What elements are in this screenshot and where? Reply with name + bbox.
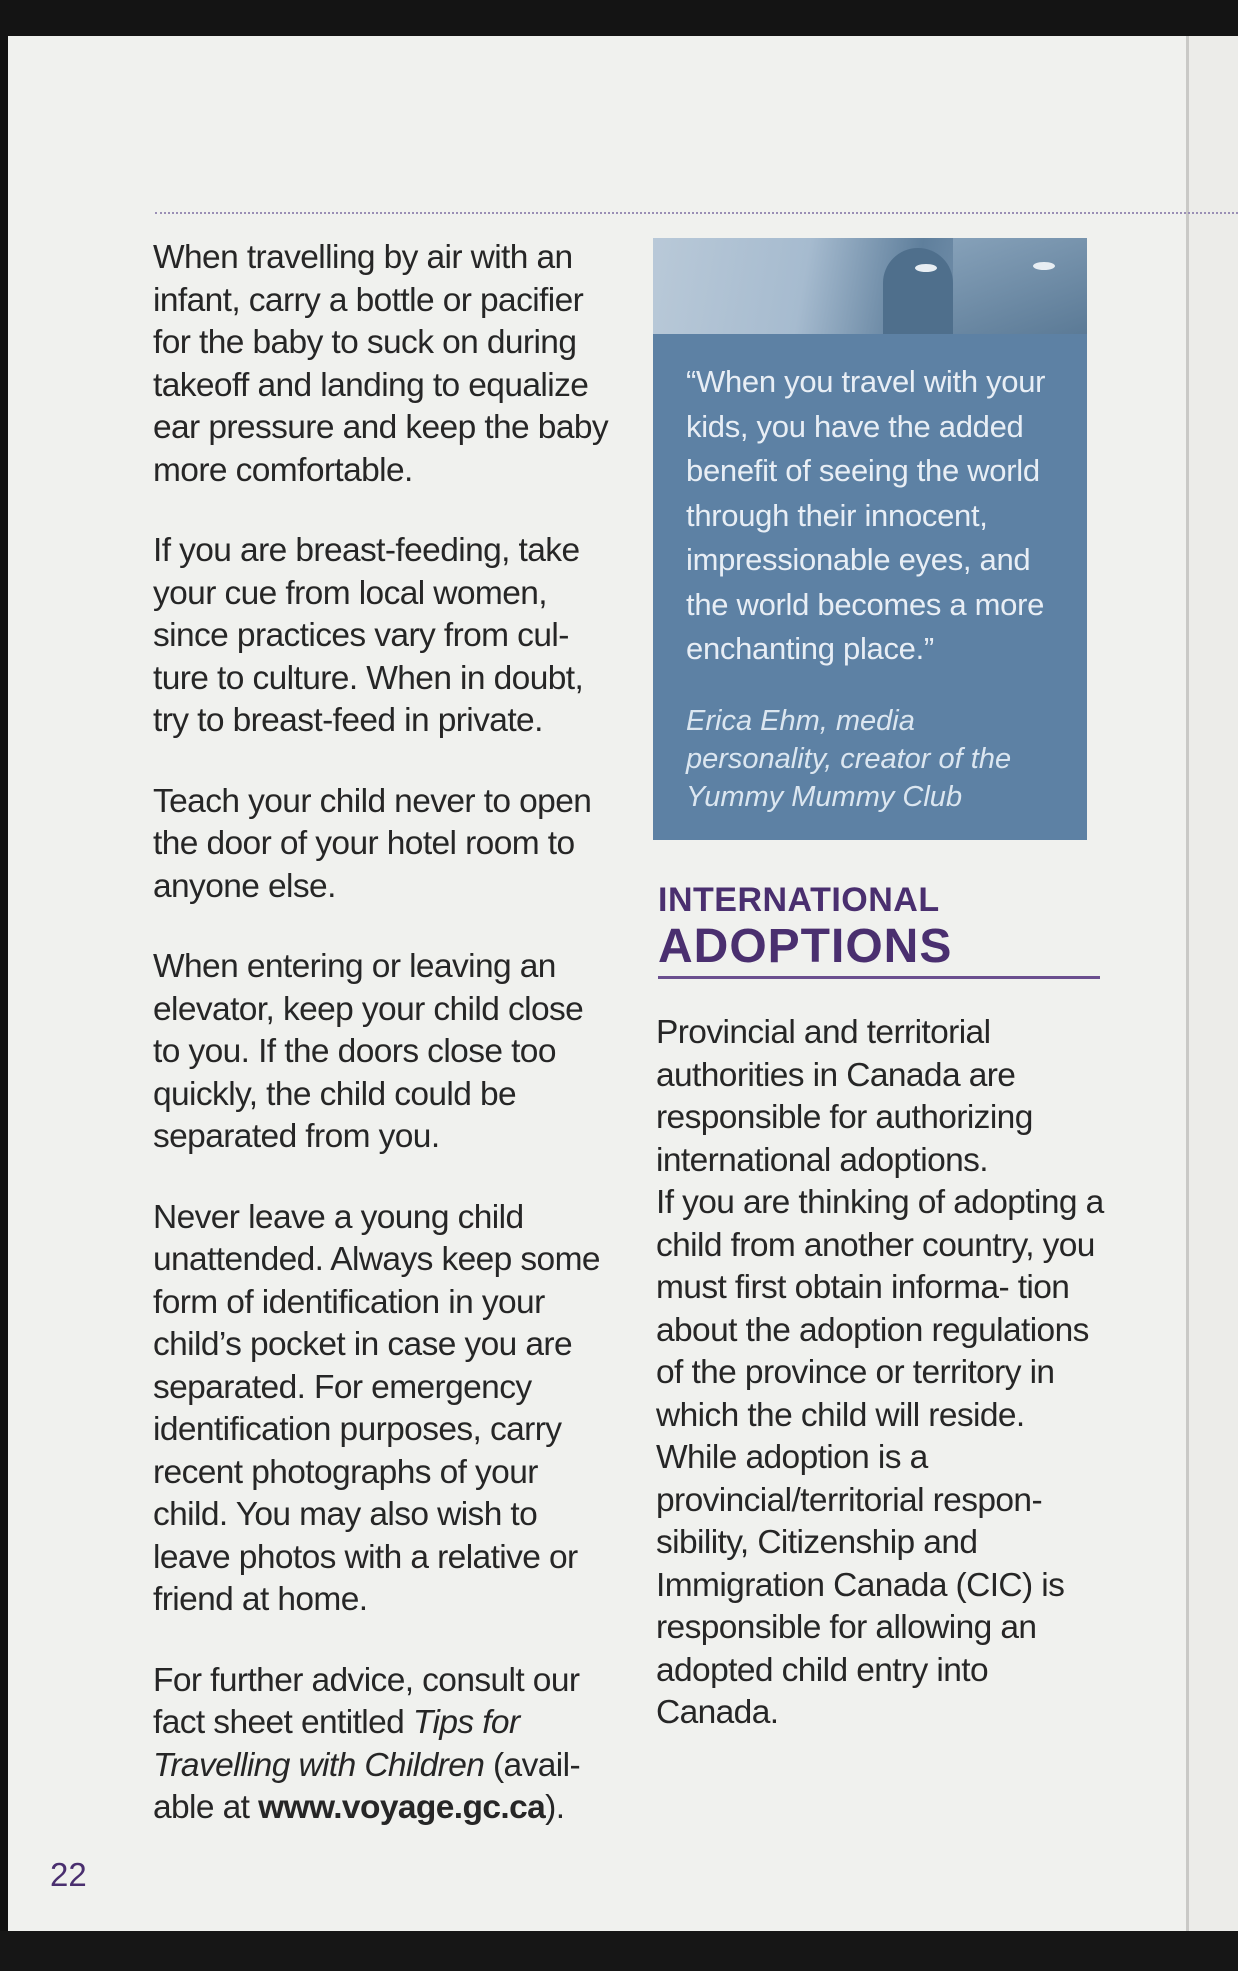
photo-face-left bbox=[883, 248, 953, 334]
paragraph-air-travel: When travelling by air with an infant, carry a bottle or pacifier for the baby to suck on during takeoff and landing to equalize ear pressure and keep the baby more comfortable. bbox=[153, 239, 609, 489]
section-rule bbox=[658, 976, 1100, 979]
page-right-edge bbox=[1186, 36, 1238, 1931]
paragraph-identification: Never leave a young child unattended. Always keep some form of identification in your child’s pocket in case you are separated. For emergency identification purposes, carry recent photographs of your child. You may also wish to leave photos with a relative or friend at home. bbox=[153, 1198, 600, 1618]
scan-top-edge bbox=[0, 0, 1238, 40]
website-link[interactable]: www.voyage.gc.ca bbox=[258, 1789, 546, 1826]
advice-text-mid: (avail- able at bbox=[153, 1746, 581, 1826]
advice-text-end: ). bbox=[545, 1789, 565, 1826]
paragraph-adoption-process: If you are thinking of adopting a child from another country, you must first obtain informa- tion about the adoption regulations of the province or territory in which the child will reside. While adoption is a provincial/territorial respon- sibility, Citizenship and Immigration Canada (CIC) is responsible for allowing an adopted child entry into Canada. bbox=[656, 1184, 1104, 1731]
paragraph-elevator: When entering or leaving an elevator, keep your child close to you. If the doors close too quickly, the child could be separated from you. bbox=[153, 948, 584, 1155]
right-column bbox=[656, 1012, 1106, 1735]
paragraph-further-advice bbox=[153, 1660, 613, 1830]
fact-sheet-title: Tips for Travelling with Children bbox=[153, 1704, 520, 1784]
section-title bbox=[658, 880, 1098, 974]
quote-box bbox=[653, 334, 1087, 840]
children-photo bbox=[653, 238, 1087, 334]
left-column bbox=[153, 237, 613, 1868]
photo-eye-icon bbox=[1033, 262, 1055, 270]
photo-eye-icon bbox=[915, 264, 937, 272]
page-number: 22 bbox=[50, 1856, 87, 1893]
quote-attribution: Erica Ehm, media personality, creator of the Yummy Mummy Club bbox=[686, 704, 1012, 813]
scan-bottom-edge bbox=[0, 1931, 1238, 1971]
top-dotted-rule bbox=[155, 212, 1238, 214]
paragraph-authorities: Provincial and territorial authorities in Canada are responsible for authorizing international adoptions. bbox=[656, 1014, 1033, 1179]
section-title-line1: INTERNATIONAL bbox=[658, 881, 940, 919]
paragraph-breast-feeding: If you are breast-feeding, take your cue from local women, since practices vary from cul- ture to culture. When in doubt, try to breast-feed in private. bbox=[153, 532, 584, 739]
photo-face-right bbox=[953, 238, 1087, 334]
section-title-line2: ADOPTIONS bbox=[658, 920, 953, 973]
paragraph-hotel-door: Teach your child never to open the door of your hotel room to anyone else. bbox=[153, 782, 592, 905]
quote-text: “When you travel with your kids, you have the added benefit of seeing the world through their innocent, impressionable eyes, and the world becomes a more enchanting place.” bbox=[686, 364, 1046, 666]
advice-text: For further advice, consult our fact sheet entitled bbox=[153, 1661, 580, 1741]
